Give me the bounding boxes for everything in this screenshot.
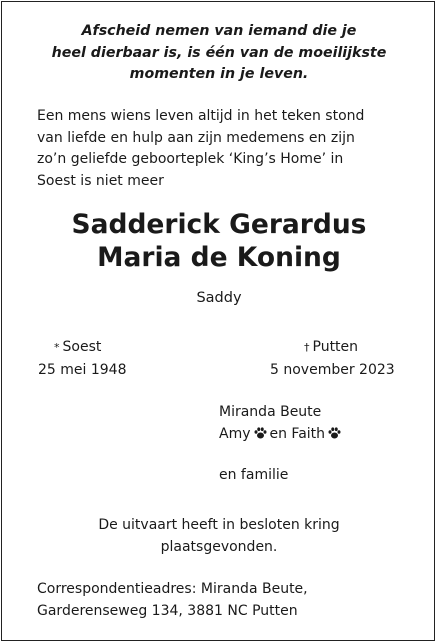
address-line: Correspondentieadres: Miranda Beute, <box>37 581 308 597</box>
death-info <box>270 336 395 381</box>
intro-text <box>37 106 427 192</box>
death-date: 5 november 2023 <box>270 362 395 378</box>
funeral-line: plaatsgevonden. <box>160 539 278 555</box>
paw-icon <box>254 427 267 439</box>
birth-date: 25 mei 1948 <box>38 362 127 378</box>
birth-place: Soest <box>62 339 102 355</box>
quote-line: Afscheid nemen van iemand die je <box>81 23 357 39</box>
funeral-line: De uitvaart heeft in besloten kring <box>98 517 340 533</box>
death-place: Putten <box>312 339 359 355</box>
funeral-notice <box>0 514 438 558</box>
intro-line: van liefde en hulp aan zijn medemens en zijn <box>37 129 355 146</box>
death-place-row <box>270 336 395 359</box>
death-cross-icon: † <box>304 341 310 354</box>
family-pet-faith: en Faith <box>269 426 326 442</box>
intro-line: Soest is niet meer <box>37 172 164 189</box>
intro-line: Een mens wiens leven altijd in het teken stond <box>37 108 365 124</box>
family-pet-amy: Amy <box>219 426 251 442</box>
address-line: Garderenseweg 134, 3881 NC Putten <box>37 603 298 619</box>
family-line-1: Miranda Beute <box>219 404 322 420</box>
birth-place-row <box>38 336 126 359</box>
family-block <box>219 401 344 445</box>
paw-icon <box>328 427 341 439</box>
opening-quote <box>0 21 438 86</box>
family-others: en familie <box>219 467 289 483</box>
intro-line: zo’n geliefde geboorteplek ‘King’s Home’ in <box>37 151 344 167</box>
family-line-2 <box>219 423 344 445</box>
birth-info <box>38 336 126 381</box>
quote-line: heel dierbaar is, is één van de moeilijkste <box>51 44 387 61</box>
quote-line: momenten in je leven. <box>129 66 309 82</box>
name-line-1: Sadderick Gerardus <box>71 209 367 240</box>
name-line-2: Maria de Koning <box>97 242 341 273</box>
correspondence-address <box>37 578 308 622</box>
nickname: Saddy <box>196 290 242 306</box>
birth-star-icon: * <box>54 341 60 354</box>
deceased-name <box>0 208 438 274</box>
